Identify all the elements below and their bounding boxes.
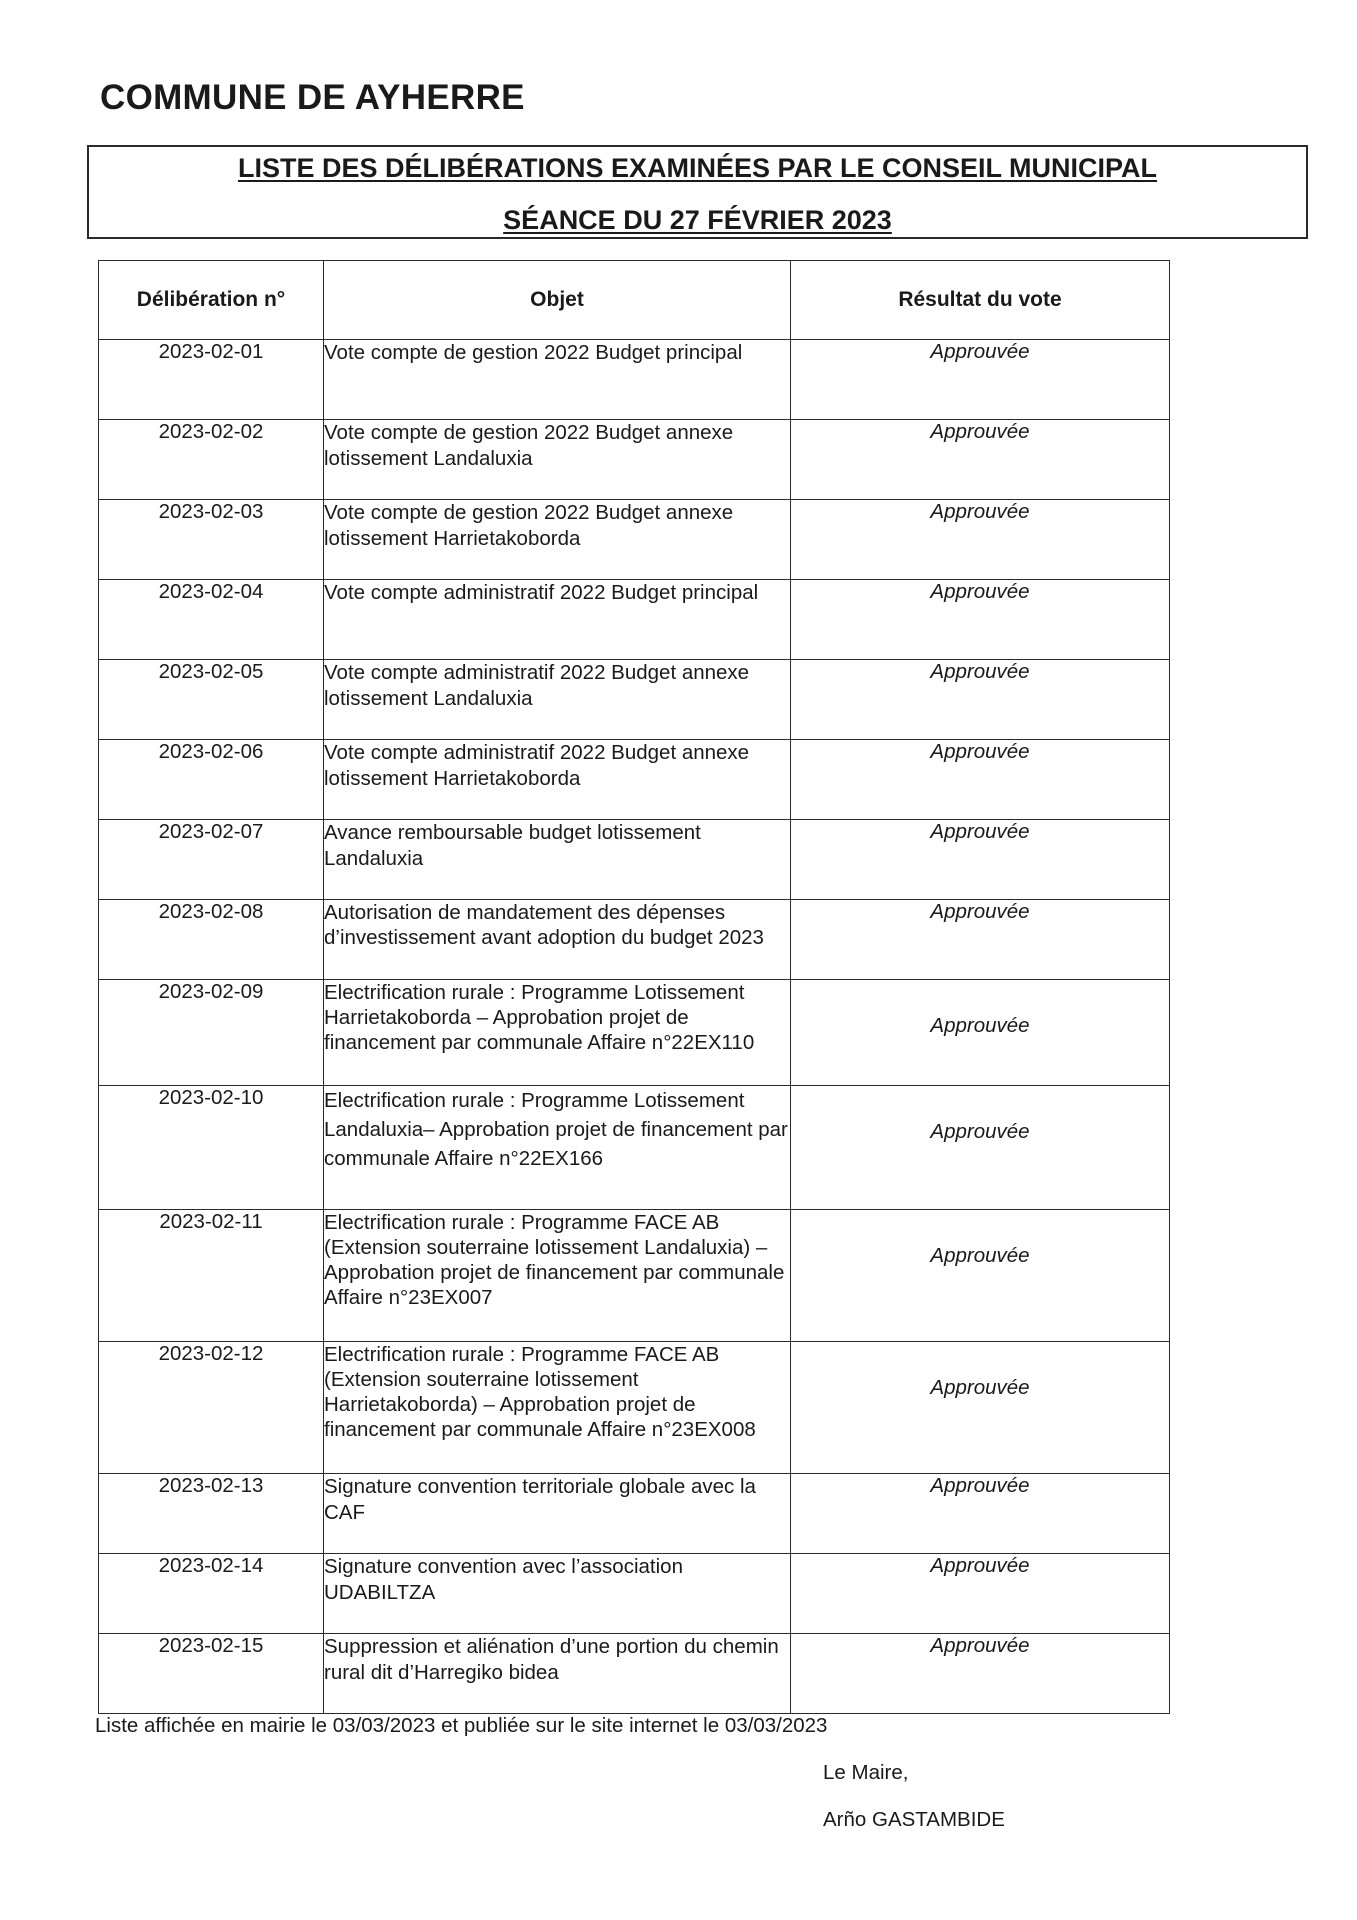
deliberation-number: 2023-02-11: [99, 1210, 324, 1342]
deliberation-object: Vote compte administratif 2022 Budget principal: [324, 580, 791, 660]
deliberation-object: Suppression et aliénation d’une portion du chemin rural dit d’Harregiko bidea: [324, 1634, 791, 1714]
vote-result: Approuvée: [791, 500, 1170, 580]
table-row: [99, 1474, 1170, 1554]
deliberation-object: Signature convention avec l’association UDABILTZA: [324, 1554, 791, 1634]
column-header-objet: Objet: [324, 261, 791, 340]
table-row: [99, 1554, 1170, 1634]
deliberation-object: Electrification rurale : Programme FACE AB (Extension souterraine lotissement Landaluxia) – Approbation projet de financement par communale Affaire n°23EX007: [324, 1210, 791, 1342]
deliberation-number: 2023-02-10: [99, 1086, 324, 1210]
vote-result: Approuvée: [791, 580, 1170, 660]
table-header-row: [99, 261, 1170, 340]
table-row: [99, 420, 1170, 500]
deliberation-object: Signature convention territoriale globale avec la CAF: [324, 1474, 791, 1554]
deliberation-object: Vote compte de gestion 2022 Budget principal: [324, 340, 791, 420]
publication-note: Liste affichée en mairie le 03/03/2023 et publiée sur le site internet le 03/03/2023: [95, 1714, 828, 1737]
deliberation-number: 2023-02-03: [99, 500, 324, 580]
deliberation-object: Autorisation de mandatement des dépenses d’investissement avant adoption du budget 2023: [324, 900, 791, 980]
deliberation-object: Electrification rurale : Programme Lotissement Landaluxia– Approbation projet de financement par communale Affaire n°22EX166: [324, 1086, 791, 1210]
vote-result: Approuvée: [791, 980, 1170, 1086]
signature-name: Arño GASTAMBIDE: [823, 1808, 1005, 1831]
deliberation-object: Vote compte administratif 2022 Budget annexe lotissement Harrietakoborda: [324, 740, 791, 820]
vote-result: Approuvée: [791, 660, 1170, 740]
vote-result: Approuvée: [791, 420, 1170, 500]
deliberation-number: 2023-02-12: [99, 1342, 324, 1474]
table-row: [99, 900, 1170, 980]
table-row: [99, 1342, 1170, 1474]
deliberation-number: 2023-02-01: [99, 340, 324, 420]
deliberation-object: Electrification rurale : Programme Lotissement Harrietakoborda – Approbation projet de financement par communale Affaire n°22EX110: [324, 980, 791, 1086]
deliberation-object: Vote compte de gestion 2022 Budget annexe lotissement Landaluxia: [324, 420, 791, 500]
table-row: [99, 660, 1170, 740]
column-header-resultat: Résultat du vote: [791, 261, 1170, 340]
deliberation-object: Avance remboursable budget lotissement Landaluxia: [324, 820, 791, 900]
vote-result: Approuvée: [791, 340, 1170, 420]
table-row: [99, 820, 1170, 900]
vote-result: Approuvée: [791, 1210, 1170, 1342]
commune-name: COMMUNE DE AYHERRE: [100, 78, 525, 117]
vote-result: Approuvée: [791, 900, 1170, 980]
table-row: [99, 340, 1170, 420]
vote-result: Approuvée: [791, 1086, 1170, 1210]
vote-result: Approuvée: [791, 1554, 1170, 1634]
deliberation-object: Vote compte administratif 2022 Budget annexe lotissement Landaluxia: [324, 660, 791, 740]
signature-title: Le Maire,: [823, 1761, 909, 1784]
title-box: [87, 145, 1308, 239]
deliberation-number: 2023-02-07: [99, 820, 324, 900]
deliberation-number: 2023-02-13: [99, 1474, 324, 1554]
vote-result: Approuvée: [791, 1634, 1170, 1714]
vote-result: Approuvée: [791, 1474, 1170, 1554]
deliberations-table: [98, 260, 1170, 1714]
deliberation-number: 2023-02-02: [99, 420, 324, 500]
deliberation-number: 2023-02-14: [99, 1554, 324, 1634]
deliberation-object: Electrification rurale : Programme FACE AB (Extension souterraine lotissement Harrietakoborda) – Approbation projet de financement par communale Affaire n°23EX008: [324, 1342, 791, 1474]
session-date: SÉANCE DU 27 FÉVRIER 2023: [503, 205, 892, 235]
deliberation-number: 2023-02-15: [99, 1634, 324, 1714]
table-row: [99, 1634, 1170, 1714]
deliberation-number: 2023-02-04: [99, 580, 324, 660]
deliberation-number: 2023-02-09: [99, 980, 324, 1086]
vote-result: Approuvée: [791, 740, 1170, 820]
deliberation-number: 2023-02-06: [99, 740, 324, 820]
vote-result: Approuvée: [791, 820, 1170, 900]
document-title: LISTE DES DÉLIBÉRATIONS EXAMINÉES PAR LE CONSEIL MUNICIPAL: [237, 153, 1158, 183]
column-header-numero: Délibération n°: [99, 261, 324, 340]
vote-result: Approuvée: [791, 1342, 1170, 1474]
table-row: [99, 1210, 1170, 1342]
table-row: [99, 740, 1170, 820]
table-row: [99, 500, 1170, 580]
deliberation-number: 2023-02-08: [99, 900, 324, 980]
table-row: [99, 1086, 1170, 1210]
deliberation-object: Vote compte de gestion 2022 Budget annexe lotissement Harrietakoborda: [324, 500, 791, 580]
deliberation-number: 2023-02-05: [99, 660, 324, 740]
table-row: [99, 980, 1170, 1086]
table-row: [99, 580, 1170, 660]
